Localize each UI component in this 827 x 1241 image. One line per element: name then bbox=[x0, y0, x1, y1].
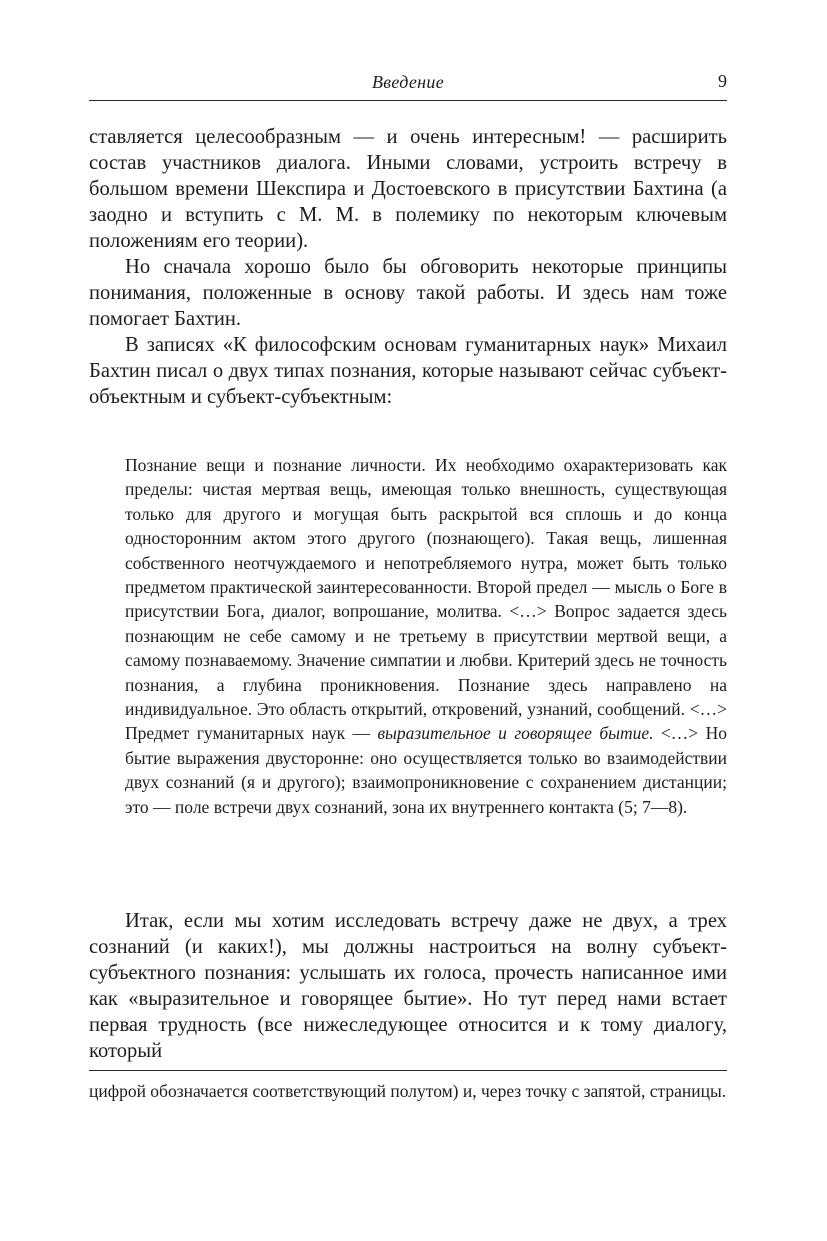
footnote-divider bbox=[89, 1070, 727, 1071]
footnote-text: цифрой обозначается соответствующий полутом) и, через точку с запятой, страницы. bbox=[89, 1081, 727, 1101]
quote-paragraph bbox=[125, 453, 727, 819]
continuation-text bbox=[89, 908, 727, 1064]
quote-emphasis: выразительное и говорящее бытие. bbox=[377, 723, 654, 744]
footnote bbox=[89, 1079, 727, 1103]
main-text bbox=[89, 124, 727, 410]
page-number: 9 bbox=[718, 71, 727, 91]
paragraph-3: В записях «К философским основам гуманитарных наук» Михаил Бахтин писал о двух типах познания, которые называют сейчас субъект-объектным и субъект-субъектным: bbox=[89, 334, 727, 408]
paragraph-2: Но сначала хорошо было бы обговорить некоторые принципы понимания, положенные в основу такой работы. И здесь нам тоже помогает Бахтин. bbox=[89, 256, 727, 330]
running-title: Введение bbox=[372, 72, 444, 92]
paragraph-4: Итак, если мы хотим исследовать встречу даже не двух, а трех сознаний (и каких!), мы должны настроиться на волну субъект-субъектного познания: услышать их голоса, прочесть написанное ими как «выразительное и говорящее бытие». Но тут перед нами встает первая трудность (все нижеследующее относится и к тому диалогу, который bbox=[89, 910, 727, 1062]
block-quote bbox=[125, 453, 727, 819]
quote-text-part-1: Познание вещи и познание личности. Их необходимо охарактеризовать как пределы: чистая мертвая вещь, имеющая только внешность, существующая только для другого и могущая быть раскрытой вся сплошь и до конца односторонним актом этого другого (познающего). Такая вещь, лишенная собственного неотчуждаемого и непотребляемого нутра, может быть только предметом практической заинтересованности. Второй предел — мысль о Боге в присутствии Бога, диалог, вопрошание, молитва. <…> Вопрос задается здесь познающим не себе самому и не третьему в присутствии мертвой вещи, а самому познаваемому. Значение симпатии и любви. Критерий здесь не точность познания, а глубина проникновения. Познание здесь направлено на индивидуальное. Это область открытий, откровений, узнаний, сообщений. <…> Предмет гуманитарных наук — bbox=[125, 455, 727, 744]
quote-text-part-2: <…> Но бытие выражения двусторонне: оно осуществляется только во взаимодействии двух сознаний (я и другого); взаимопроникновение с сохранением дистанции; это — поле встречи двух сознаний, зона их внутреннего контакта (5; 7—8). bbox=[125, 723, 727, 817]
running-head bbox=[89, 64, 727, 101]
paragraph-1: ставляется целесообразным — и очень интересным! — расширить состав участников диалога. Иными словами, устроить встречу в большом времени Шекспира и Достоевского в присутствии Бахтина (а заодно и вступить с М. М. в полемику по некоторым ключевым положениям его теории). bbox=[89, 126, 727, 252]
